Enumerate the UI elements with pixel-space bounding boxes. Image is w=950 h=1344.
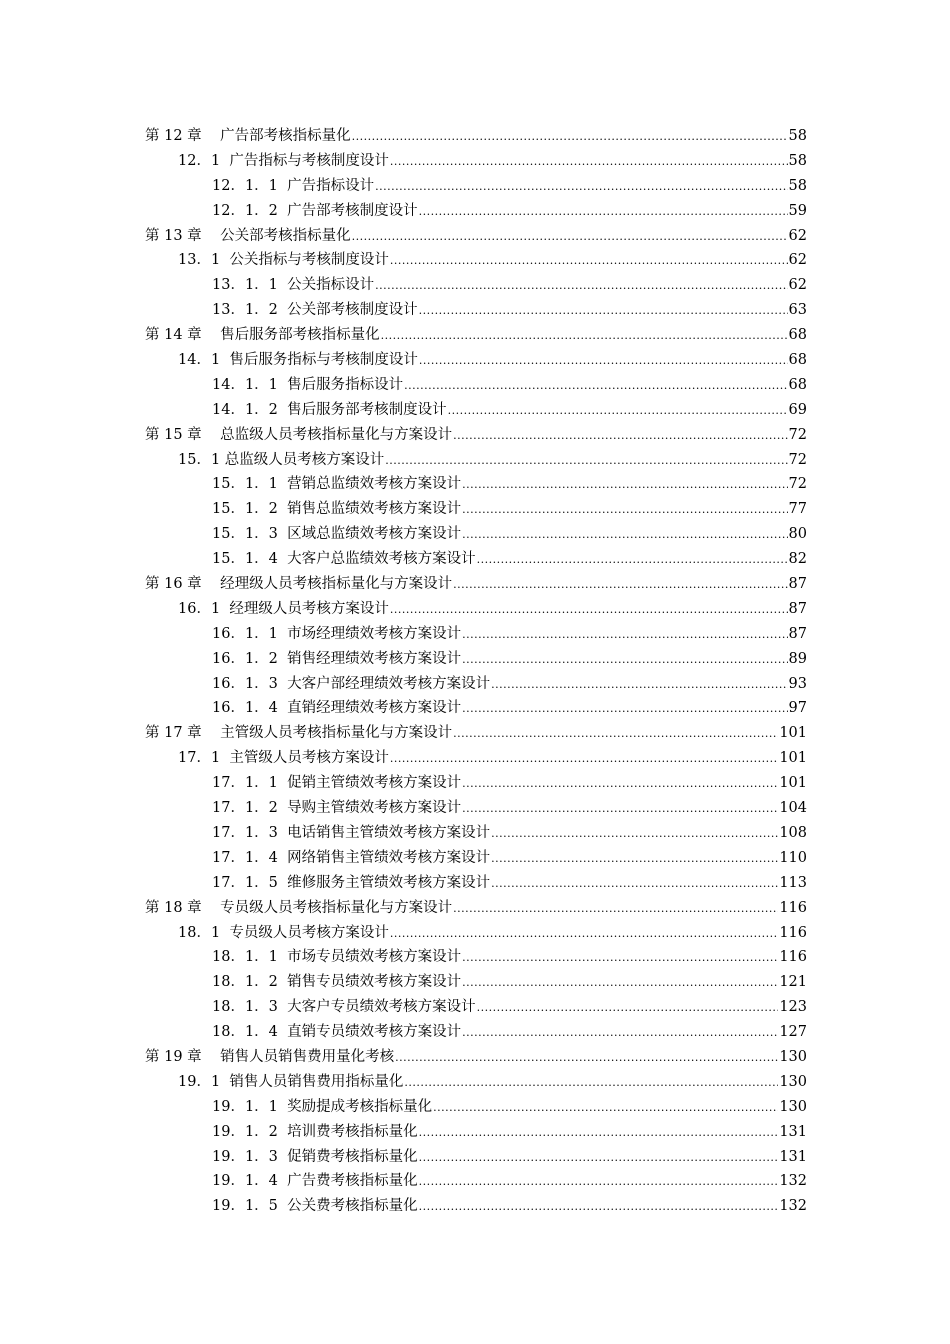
dot-leader	[352, 225, 788, 250]
toc-entry-line	[212, 497, 807, 523]
toc-subsection-entry[interactable]	[0, 1020, 950, 1045]
dot-leader	[419, 1170, 779, 1195]
toc-page-number: 72	[788, 476, 807, 493]
toc-chapter-entry[interactable]	[0, 124, 950, 149]
toc-entry-line	[212, 1095, 807, 1121]
dot-leader	[419, 1146, 779, 1171]
dot-leader	[375, 274, 787, 299]
dot-leader	[491, 673, 787, 698]
dot-leader	[491, 872, 778, 897]
toc-entry-line	[212, 622, 807, 648]
toc-entry-title: 第 19 章 销售人员销售费用量化考核	[145, 1048, 395, 1065]
toc-subsection-entry[interactable]	[0, 199, 950, 224]
toc-page-number: 101	[779, 775, 807, 792]
toc-entry-line	[212, 199, 807, 225]
toc-subsection-entry[interactable]	[0, 771, 950, 796]
dot-leader	[375, 175, 787, 200]
toc-subsection-entry[interactable]	[0, 273, 950, 298]
dot-leader	[390, 249, 788, 274]
toc-subsection-entry[interactable]	[0, 547, 950, 572]
toc-entry-line	[178, 1070, 807, 1096]
toc-entry-line	[212, 995, 807, 1021]
toc-page-number: 58	[788, 177, 807, 194]
toc-section-entry[interactable]	[0, 149, 950, 174]
toc-entry-line	[212, 647, 807, 673]
toc-subsection-entry[interactable]	[0, 647, 950, 672]
dot-leader	[462, 623, 787, 648]
dot-leader	[404, 374, 787, 399]
dot-leader	[491, 847, 778, 872]
toc-section-entry[interactable]	[0, 248, 950, 273]
toc-page-number: 130	[779, 1073, 807, 1090]
toc-entry-line	[178, 746, 807, 772]
dot-leader	[390, 598, 788, 623]
toc-subsection-entry[interactable]	[0, 298, 950, 323]
toc-entry-title: 第 12 章 广告部考核指标量化	[145, 128, 351, 144]
dot-leader	[381, 324, 788, 349]
toc-page-number: 127	[779, 1024, 807, 1041]
toc-entry-line	[212, 547, 807, 573]
toc-entry-line	[212, 298, 807, 324]
toc-page-number: 58	[788, 128, 807, 144]
dot-leader	[453, 897, 778, 922]
toc-entry-title: 15．1 总监级人员考核方案设计	[178, 451, 385, 468]
toc-entry-line	[145, 1045, 807, 1071]
toc-entry-line	[212, 821, 807, 847]
toc-entry-line	[212, 1020, 807, 1046]
toc-entry-line	[178, 448, 807, 474]
toc-entry-line	[145, 721, 807, 747]
toc-entry-title: 14．1．2 售后服务部考核制度设计	[212, 401, 447, 418]
dot-leader	[462, 498, 787, 523]
toc-entry-line	[212, 1120, 807, 1146]
toc-entry-line	[178, 248, 807, 274]
toc-entry-title: 17．1．4 网络销售主管绩效考核方案设计	[212, 849, 491, 866]
toc-entry-title: 13．1．1 公关指标设计	[212, 277, 375, 294]
dot-leader	[433, 1096, 778, 1121]
toc-entry-title: 19．1．3 促销费考核指标量化	[212, 1148, 418, 1165]
toc-subsection-entry[interactable]	[0, 796, 950, 821]
dot-leader	[453, 573, 787, 598]
dot-leader	[419, 299, 788, 324]
toc-subsection-entry[interactable]	[0, 522, 950, 547]
toc-entry-line	[212, 945, 807, 971]
toc-entry-title: 12．1．1 广告指标设计	[212, 177, 375, 194]
toc-entry-title: 12．1 广告指标与考核制度设计	[178, 152, 389, 169]
toc-page-number: 101	[779, 725, 807, 742]
toc-subsection-entry[interactable]	[0, 1169, 950, 1194]
toc-entry-line	[212, 696, 807, 722]
toc-page-number: 104	[779, 800, 807, 817]
toc-page-number: 131	[779, 1123, 807, 1140]
toc-page-number: 132	[779, 1173, 807, 1190]
toc-entry-title: 18．1．3 大客户专员绩效考核方案设计	[212, 999, 476, 1016]
toc-page-number: 58	[788, 152, 807, 169]
toc-page-number: 116	[779, 899, 807, 916]
toc-page-number: 62	[788, 277, 807, 294]
toc-subsection-entry[interactable]	[0, 672, 950, 697]
toc-section-entry[interactable]	[0, 348, 950, 373]
toc-subsection-entry[interactable]	[0, 821, 950, 846]
dot-leader	[453, 424, 787, 449]
dot-leader	[491, 822, 778, 847]
toc-entry-title: 19．1．2 培训费考核指标量化	[212, 1123, 418, 1140]
toc-page-number: 68	[788, 352, 807, 369]
toc-subsection-entry[interactable]	[0, 1120, 950, 1145]
toc-subsection-entry[interactable]	[0, 398, 950, 423]
toc-subsection-entry[interactable]	[0, 174, 950, 199]
dot-leader	[462, 772, 778, 797]
dot-leader	[462, 1021, 778, 1046]
toc-page-number: 62	[788, 252, 807, 269]
toc-chapter-entry[interactable]	[0, 1045, 950, 1070]
toc-entry-line	[212, 970, 807, 996]
toc-entry-line	[145, 423, 807, 449]
toc-subsection-entry[interactable]	[0, 846, 950, 871]
toc-entry-line	[212, 871, 807, 897]
toc-chapter-entry[interactable]	[0, 896, 950, 921]
toc-entry-line	[212, 846, 807, 872]
toc-entry-line	[212, 771, 807, 797]
toc-entry-title: 17．1．2 导购主管绩效考核方案设计	[212, 800, 462, 817]
dot-leader	[453, 722, 778, 747]
toc-entry-title: 第 16 章 经理级人员考核指标量化与方案设计	[145, 576, 453, 593]
toc-page-number: 89	[788, 650, 807, 667]
toc-entry-line	[212, 373, 807, 399]
toc-entry-title: 19．1．5 公关费考核指标量化	[212, 1198, 418, 1215]
toc-entry-line	[178, 348, 807, 374]
toc-entry-line	[212, 796, 807, 822]
toc-entry-title: 14．1．1 售后服务指标设计	[212, 376, 404, 393]
toc-entry-title: 15．1．4 大客户总监绩效考核方案设计	[212, 551, 476, 568]
dot-leader	[462, 797, 778, 822]
toc-subsection-entry[interactable]	[0, 1095, 950, 1120]
dot-leader	[462, 971, 778, 996]
toc-page-number: 121	[779, 974, 807, 991]
toc-entry-line	[178, 149, 807, 175]
toc-subsection-entry[interactable]	[0, 995, 950, 1020]
toc-chapter-entry[interactable]	[0, 323, 950, 348]
toc-page-number: 116	[779, 924, 807, 941]
dot-leader	[419, 200, 788, 225]
dot-leader	[462, 473, 787, 498]
dot-leader	[477, 548, 788, 573]
toc-entry-line	[178, 921, 807, 947]
toc-page-number: 72	[788, 426, 807, 443]
toc-entry-title: 14．1 售后服务指标与考核制度设计	[178, 352, 418, 369]
toc-entry-line	[145, 323, 807, 349]
toc-entry-title: 13．1 公关指标与考核制度设计	[178, 252, 389, 269]
toc-page-number: 77	[788, 501, 807, 518]
toc-page-number: 130	[779, 1098, 807, 1115]
dot-leader	[462, 697, 787, 722]
dot-leader	[419, 1121, 779, 1146]
toc-page-number: 63	[788, 302, 807, 319]
dot-leader	[448, 399, 788, 424]
toc-chapter-entry[interactable]	[0, 423, 950, 448]
toc-subsection-entry[interactable]	[0, 871, 950, 896]
toc-subsection-entry[interactable]	[0, 373, 950, 398]
toc-subsection-entry[interactable]	[0, 970, 950, 995]
toc-entry-title: 19．1．4 广告费考核指标量化	[212, 1173, 418, 1190]
toc-page-number: 72	[788, 451, 807, 468]
toc-entry-line	[212, 1169, 807, 1195]
toc-entry-line	[145, 224, 807, 250]
toc-entry-title: 17．1 主管级人员考核方案设计	[178, 750, 389, 767]
toc-page-number: 93	[788, 675, 807, 692]
toc-entry-title: 19．1．1 奖励提成考核指标量化	[212, 1098, 433, 1115]
toc-entry-title: 15．1．3 区域总监绩效考核方案设计	[212, 526, 462, 543]
dot-leader	[404, 1071, 778, 1096]
toc-page-number: 82	[788, 551, 807, 568]
toc-subsection-entry[interactable]	[0, 497, 950, 522]
toc-entry-title: 16．1．4 直销经理绩效考核方案设计	[212, 700, 462, 717]
toc-entry-title: 第 13 章 公关部考核指标量化	[145, 227, 351, 244]
toc-entry-line	[212, 1194, 807, 1220]
dot-leader	[385, 449, 787, 474]
toc-entry-title: 13．1．2 公关部考核制度设计	[212, 302, 418, 319]
toc-page-number: 69	[788, 401, 807, 418]
toc-entry-title: 16．1．2 销售经理绩效考核方案设计	[212, 650, 462, 667]
toc-subsection-entry[interactable]	[0, 696, 950, 721]
toc-entry-title: 18．1．2 销售专员绩效考核方案设计	[212, 974, 462, 991]
toc-entry-line	[212, 273, 807, 299]
toc-entry-title: 17．1．3 电话销售主管绩效考核方案设计	[212, 824, 491, 841]
dot-leader	[462, 946, 778, 971]
dot-leader	[390, 922, 778, 947]
dot-leader	[462, 648, 787, 673]
dot-leader	[462, 523, 787, 548]
toc-page-number: 116	[779, 949, 807, 966]
dot-leader	[352, 125, 788, 150]
dot-leader	[390, 747, 778, 772]
dot-leader	[419, 349, 788, 374]
toc-section-entry[interactable]	[0, 1070, 950, 1095]
toc-entry-title: 第 17 章 主管级人员考核指标量化与方案设计	[145, 725, 453, 742]
toc-entry-line	[212, 174, 807, 200]
toc-page-number: 132	[779, 1198, 807, 1215]
toc-page-number: 110	[779, 849, 807, 866]
toc-entry-line	[145, 896, 807, 922]
toc-entry-title: 第 18 章 专员级人员考核指标量化与方案设计	[145, 899, 453, 916]
toc-entry-title: 第 14 章 售后服务部考核指标量化	[145, 327, 380, 344]
toc-page-number: 59	[788, 202, 807, 219]
table-of-contents	[0, 124, 950, 1219]
toc-section-entry[interactable]	[0, 448, 950, 473]
toc-entry-line	[212, 672, 807, 698]
toc-subsection-entry[interactable]	[0, 472, 950, 497]
toc-page-number: 80	[788, 526, 807, 543]
toc-entry-title: 18．1．1 市场专员绩效考核方案设计	[212, 949, 462, 966]
toc-page-number: 87	[788, 576, 807, 593]
toc-section-entry[interactable]	[0, 921, 950, 946]
toc-section-entry[interactable]	[0, 597, 950, 622]
toc-entry-title: 16．1 经理级人员考核方案设计	[178, 600, 389, 617]
toc-entry-line	[212, 522, 807, 548]
dot-leader	[390, 150, 788, 175]
toc-page-number: 131	[779, 1148, 807, 1165]
toc-subsection-entry[interactable]	[0, 945, 950, 970]
toc-entry-title: 12．1．2 广告部考核制度设计	[212, 202, 418, 219]
toc-entry-line	[145, 572, 807, 598]
toc-page-number: 101	[779, 750, 807, 767]
toc-entry-title: 15．1．1 营销总监绩效考核方案设计	[212, 476, 462, 493]
dot-leader	[419, 1195, 779, 1220]
toc-entry-title: 17．1．1 促销主管绩效考核方案设计	[212, 775, 462, 792]
toc-page-number: 87	[788, 625, 807, 642]
toc-page-number: 130	[779, 1048, 807, 1065]
toc-subsection-entry[interactable]	[0, 622, 950, 647]
toc-entry-line	[212, 1145, 807, 1171]
toc-entry-line	[212, 398, 807, 424]
dot-leader	[477, 996, 779, 1021]
dot-leader	[395, 1046, 778, 1071]
toc-entry-title: 19．1 销售人员销售费用指标量化	[178, 1073, 404, 1090]
toc-entry-line	[178, 597, 807, 623]
toc-entry-title: 15．1．2 销售总监绩效考核方案设计	[212, 501, 462, 518]
toc-subsection-entry[interactable]	[0, 1145, 950, 1170]
toc-entry-line	[212, 472, 807, 498]
toc-entry-line	[145, 124, 807, 150]
toc-chapter-entry[interactable]	[0, 721, 950, 746]
toc-page-number: 113	[779, 874, 807, 891]
toc-entry-title: 16．1．3 大客户部经理绩效考核方案设计	[212, 675, 491, 692]
toc-entry-title: 18．1 专员级人员考核方案设计	[178, 924, 389, 941]
toc-chapter-entry[interactable]	[0, 572, 950, 597]
toc-page-number: 87	[788, 600, 807, 617]
toc-chapter-entry[interactable]	[0, 224, 950, 249]
toc-page-number: 68	[788, 327, 807, 344]
toc-section-entry[interactable]	[0, 746, 950, 771]
toc-entry-title: 16．1．1 市场经理绩效考核方案设计	[212, 625, 462, 642]
toc-page-number: 123	[779, 999, 807, 1016]
toc-page-number: 68	[788, 376, 807, 393]
toc-entry-title: 17．1．5 维修服务主管绩效考核方案设计	[212, 874, 491, 891]
toc-page-number: 62	[788, 227, 807, 244]
toc-entry-title: 18．1．4 直销专员绩效考核方案设计	[212, 1024, 462, 1041]
toc-page-number: 108	[779, 824, 807, 841]
toc-subsection-entry[interactable]	[0, 1194, 950, 1219]
toc-page-number: 97	[788, 700, 807, 717]
toc-entry-title: 第 15 章 总监级人员考核指标量化与方案设计	[145, 426, 453, 443]
